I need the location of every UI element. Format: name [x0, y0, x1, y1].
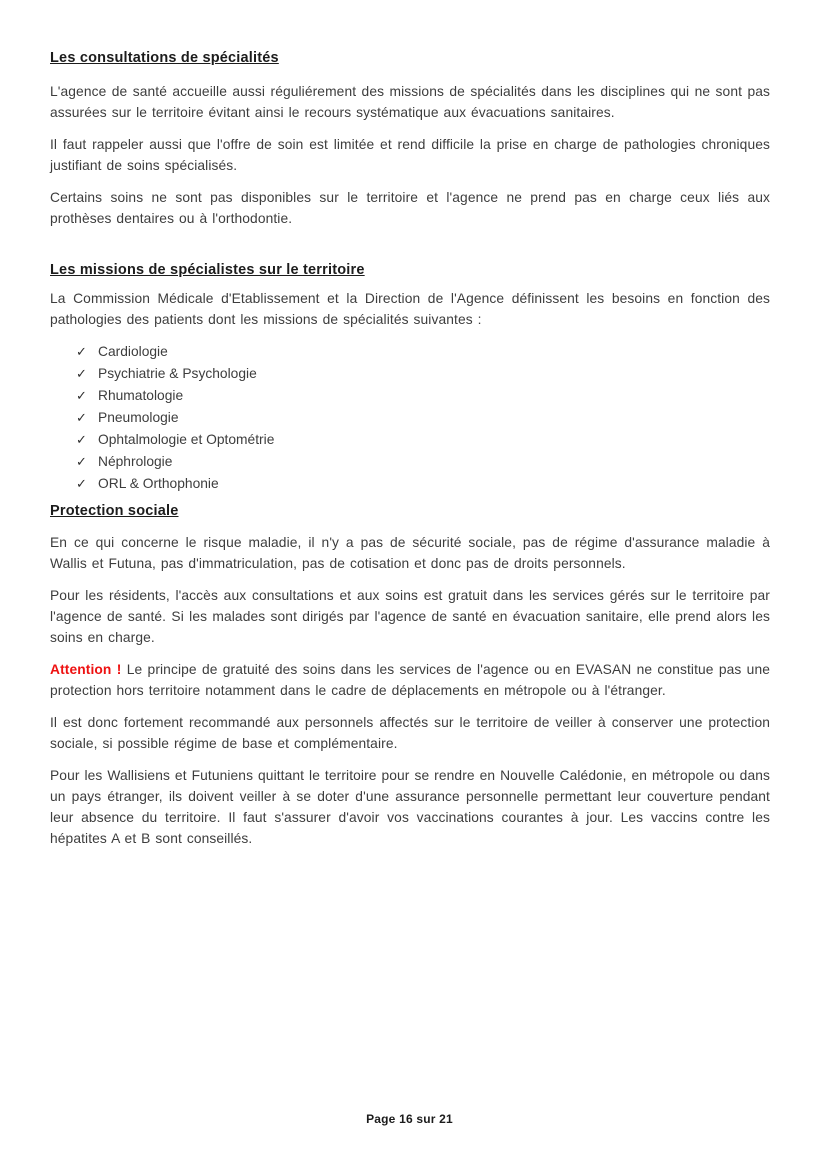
check-icon: ✓: [76, 454, 87, 469]
list-item: [50, 451, 770, 473]
list-item-label: Ophtalmologie et Optométrie: [98, 432, 275, 447]
paragraph: Pour les Wallisiens et Futuniens quittant le territoire pour se rendre en Nouvelle Calédonie, en métropole ou dans un pays étranger, ils doivent veiller à se doter d'une assurance personnelle permettant leur couverture pendant leur absence du territoire. Il faut s'assurer d'avoir vos vaccinations courantes à jour. Les vaccins contre les hépatites A et B sont conseillés.: [50, 768, 770, 846]
list-item: [50, 341, 770, 363]
paragraph: L'agence de santé accueille aussi réguliérement des missions de spécialités dans les disciplines qui ne sont pas assurées sur le territoire évitant ainsi le recours systématique aux évacuations sanitaires.: [50, 84, 770, 120]
check-icon: ✓: [76, 344, 87, 359]
section-protection: [50, 503, 770, 849]
section-heading-protection: Protection sociale: [50, 503, 179, 519]
list-item-label: Néphrologie: [98, 454, 173, 469]
section-heading-missions: Les missions de spécialistes sur le territoire: [50, 262, 365, 278]
paragraph: Il est donc fortement recommandé aux personnels affectés sur le territoire de veiller à conserver une protection sociale, si possible régime de base et complémentaire.: [50, 715, 770, 751]
paragraph: Certains soins ne sont pas disponibles sur le territoire et l'agence ne prend pas en charge ceux liés aux prothèses dentaires ou à l'orthodontie.: [50, 190, 770, 226]
paragraph: La Commission Médicale d'Etablissement et la Direction de l'Agence définissent les besoins en fonction des pathologies des patients dont les missions de spécialités suivantes :: [50, 291, 770, 327]
list-item-label: Psychiatrie & Psychologie: [98, 366, 257, 381]
section-heading-consultations: Les consultations de spécialités: [50, 50, 279, 66]
paragraph: Il faut rappeler aussi que l'offre de soin est limitée et rend difficile la prise en charge de pathologies chroniques justifiant de soins spécialisés.: [50, 137, 770, 173]
list-item: [50, 363, 770, 385]
list-item-label: Cardiologie: [98, 344, 168, 359]
list-item: [50, 407, 770, 429]
attention-paragraph: [50, 659, 770, 701]
check-icon: ✓: [76, 476, 87, 491]
specialties-check-list: [50, 341, 770, 495]
page-footer: Page 16 sur 21: [366, 1112, 453, 1126]
list-item-label: Rhumatologie: [98, 388, 184, 403]
check-icon: ✓: [76, 388, 87, 403]
list-item-label: ORL & Orthophonie: [98, 476, 219, 491]
check-icon: ✓: [76, 366, 87, 381]
list-item: [50, 429, 770, 451]
check-icon: ✓: [76, 410, 87, 425]
paragraph: Pour les résidents, l'accès aux consultations et aux soins est gratuit dans les services gérés sur le territoire par l'agence de santé. Si les malades sont dirigés par l'agence de santé en évacuation sanitaire, elle prend alors les soins en charge.: [50, 588, 770, 645]
attention-text: Le principe de gratuité des soins dans les services de l'agence ou en EVASAN ne constitue pas une protection hors territoire notamment dans le cadre de déplacements en métropole ou à l'étranger.: [50, 662, 770, 698]
attention-label: Attention !: [50, 662, 122, 677]
paragraph: En ce qui concerne le risque maladie, il n'y a pas de sécurité sociale, pas de régime d'assurance maladie à Wallis et Futuna, pas d'immatriculation, pas de cotisation et donc pas de droits personnels.: [50, 535, 770, 571]
section-consultations: [50, 50, 770, 229]
list-item-label: Pneumologie: [98, 410, 179, 425]
check-icon: ✓: [76, 432, 87, 447]
section-missions: [50, 262, 770, 495]
list-item: [50, 473, 770, 495]
list-item: [50, 385, 770, 407]
